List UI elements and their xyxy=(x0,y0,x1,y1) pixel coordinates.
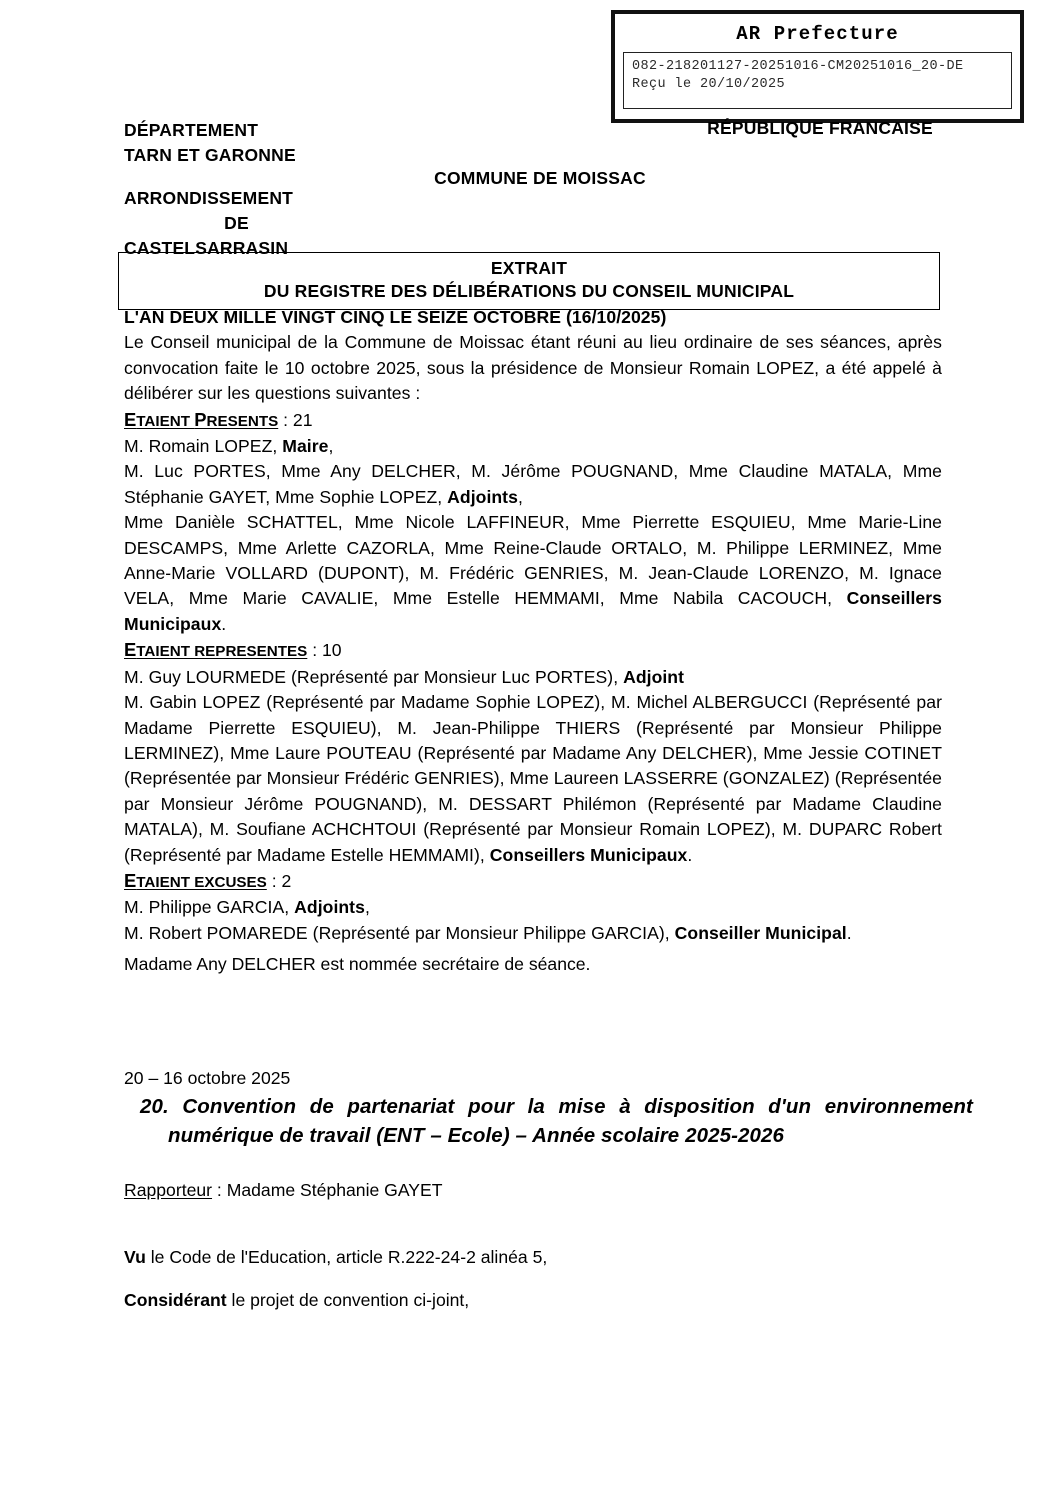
presents-header-resents: RESENTS xyxy=(206,412,279,430)
republic-heading: RÉPUBLIQUE FRANCAISE xyxy=(707,118,933,138)
arrondissement-name: CASTELSARRASIN xyxy=(124,237,289,258)
presents-adjoints-line xyxy=(124,459,942,510)
presents-header xyxy=(124,407,942,434)
commune-heading: COMMUNE DE MOISSAC xyxy=(434,168,646,188)
presents-maire-name: M. Romain LOPEZ, xyxy=(124,436,283,457)
presents-separator: : xyxy=(278,409,293,430)
excused-role-2: Conseiller Municipal xyxy=(674,922,847,943)
clause-considerant xyxy=(124,1288,942,1313)
represented-adjoint-role: Adjoint xyxy=(623,666,685,687)
arrondissement-block xyxy=(124,186,349,261)
deliberation-body xyxy=(124,305,942,946)
represented-header-rest: TAIENT REPRESENTES xyxy=(136,643,308,661)
clause-vu-label: Vu xyxy=(124,1247,146,1267)
presents-conseillers-tail: . xyxy=(221,613,227,634)
represented-count: 10 xyxy=(321,640,342,661)
excused-tail-2: . xyxy=(846,922,852,943)
rapporteur-separator: : xyxy=(212,1180,227,1200)
presents-conseillers-role: Conseillers Municipaux xyxy=(124,588,942,634)
rapporteur-line xyxy=(124,1178,443,1203)
excused-header xyxy=(124,868,942,895)
extrait-line-1: EXTRAIT xyxy=(490,258,568,278)
deliberation-title: 20. Convention de partenariat pour la mise à disposition d'un environnement numérique de travail (ENT – Ecole) – Année scolaire 2025-2026 xyxy=(140,1095,973,1147)
clause-vu xyxy=(124,1245,942,1270)
presents-conseillers-line xyxy=(124,510,942,637)
excused-line-1 xyxy=(124,895,942,920)
excused-header-rest: TAIENT EXCUSES xyxy=(136,873,267,891)
presents-header-taient: TAIENT xyxy=(136,412,195,430)
ar-prefecture-details xyxy=(623,52,1012,109)
excused-header-cap-e: E xyxy=(124,869,137,891)
deliberation-number-date: 20 – 16 octobre 2025 xyxy=(124,1068,291,1088)
represented-header-cap-e: E xyxy=(124,639,137,661)
rapporteur-label: Rapporteur xyxy=(124,1180,213,1200)
excused-role-1: Adjoints xyxy=(294,897,365,918)
excused-line-2 xyxy=(124,921,942,946)
arrondissement-label: ARRONDISSEMENT xyxy=(124,188,294,208)
arrondissement-de: DE xyxy=(224,212,249,233)
represented-conseillers-role: Conseillers Municipaux xyxy=(489,844,688,865)
ar-prefecture-stamp xyxy=(611,10,1024,123)
session-date-line: L'AN DEUX MILLE VINGT CINQ LE SEIZE OCTOBRE (16/10/2025) xyxy=(124,307,667,327)
clause-considerant-label: Considérant xyxy=(124,1290,227,1310)
presents-conseillers-names: Mme Danièle SCHATTEL, Mme Nicole LAFFINEUR, Mme Pierrette ESQUIEU, Mme Marie-Line DESCAMPS, Mme Arlette CAZORLA, Mme Reine-Claude ORTALO, M. Philippe LERMINEZ, Mme Anne-Marie VOLLARD (DUPONT), M. Frédéric GENRIES, M. Jean-Claude LORENZO, M. Ignace VELA, Mme Marie CAVALIE, Mme Estelle HEMMAMI, Mme Nabila CACOUCH, xyxy=(124,512,942,609)
excused-name-1: M. Philippe GARCIA, xyxy=(124,897,295,918)
secretary-line: Madame Any DELCHER est nommée secrétaire de séance. xyxy=(124,954,591,974)
extrait-box xyxy=(118,252,940,310)
presents-maire-line xyxy=(124,434,942,459)
clause-considerant-text: le projet de convention ci-joint, xyxy=(226,1290,470,1310)
department-block xyxy=(124,118,364,168)
clause-vu-text: le Code de l'Education, article R.222-24-2 alinéa 5, xyxy=(145,1247,548,1267)
presents-maire-role: Maire xyxy=(282,436,329,457)
excused-count: 2 xyxy=(281,870,292,891)
presents-adjoints-role: Adjoints xyxy=(447,486,518,507)
session-preamble-paragraph: Le Conseil municipal de la Commune de Moissac étant réuni au lieu ordinaire de ses séances, après convocation faite le 10 octobre 2025, sous la présidence de Monsieur Romain LOPEZ, a été appelé à délibérer sur les questions suivantes : xyxy=(124,332,942,404)
extrait-line-2: DU REGISTRE DES DÉLIBÉRATIONS DU CONSEIL MUNICIPAL xyxy=(263,281,795,302)
presents-maire-tail: , xyxy=(328,436,334,457)
ar-prefecture-title: AR Prefecture xyxy=(736,23,899,45)
department-name: TARN ET GARONNE xyxy=(124,144,296,165)
presents-adjoints-tail: , xyxy=(517,486,523,507)
presents-header-cap-e: E xyxy=(124,408,137,430)
represented-conseillers-tail: . xyxy=(687,844,693,865)
represented-header xyxy=(124,637,942,664)
rapporteur-name: Madame Stéphanie GAYET xyxy=(226,1180,443,1200)
represented-conseillers-line xyxy=(124,690,942,868)
department-label: DÉPARTEMENT xyxy=(124,120,259,140)
represented-conseillers-names: M. Gabin LOPEZ (Représenté par Madame Sophie LOPEZ), M. Michel ALBERGUCCI (Représenté par Madame Pierrette ESQUIEU), M. Jean-Philippe THIERS (Représenté par Monsieur Philippe LERMINEZ), Mme Laure POUTEAU (Représenté par Madame Any DELCHER), Mme Jessie COTINET (Représentée par Monsieur Frédéric GENRIES), Mme Laureen LASSERRE (GONZALEZ) (Représentée par Monsieur Jérôme POUGNAND), M. DESSART Philémon (Représenté par Madame Claudine MATALA), M. Soufiane ACHCHTOUI (Représenté par Monsieur Romain LOPEZ), M. DUPARC Robert (Représenté par Madame Estelle HEMMAMI), xyxy=(124,692,942,865)
represented-adjoint-name: M. Guy LOURMEDE (Représenté par Monsieur Luc PORTES), xyxy=(124,666,624,687)
ar-reference-number: 082-218201127-20251016-CM20251016_20-DE xyxy=(632,59,964,74)
excused-name-2: M. Robert POMAREDE (Représenté par Monsieur Philippe GARCIA), xyxy=(124,922,675,943)
presents-count: 21 xyxy=(292,409,313,430)
excused-separator: : xyxy=(266,870,282,891)
excused-tail-1: , xyxy=(364,897,370,918)
represented-separator: : xyxy=(307,640,322,661)
ar-received-date: Reçu le 20/10/2025 xyxy=(632,77,786,93)
represented-adjoint-line xyxy=(124,665,942,690)
presents-header-cap-p: P xyxy=(194,408,207,430)
presents-adjoints-names: M. Luc PORTES, Mme Any DELCHER, M. Jérôme POUGNAND, Mme Claudine MATALA, Mme Stéphanie GAYET, Mme Sophie LOPEZ, xyxy=(124,461,942,507)
